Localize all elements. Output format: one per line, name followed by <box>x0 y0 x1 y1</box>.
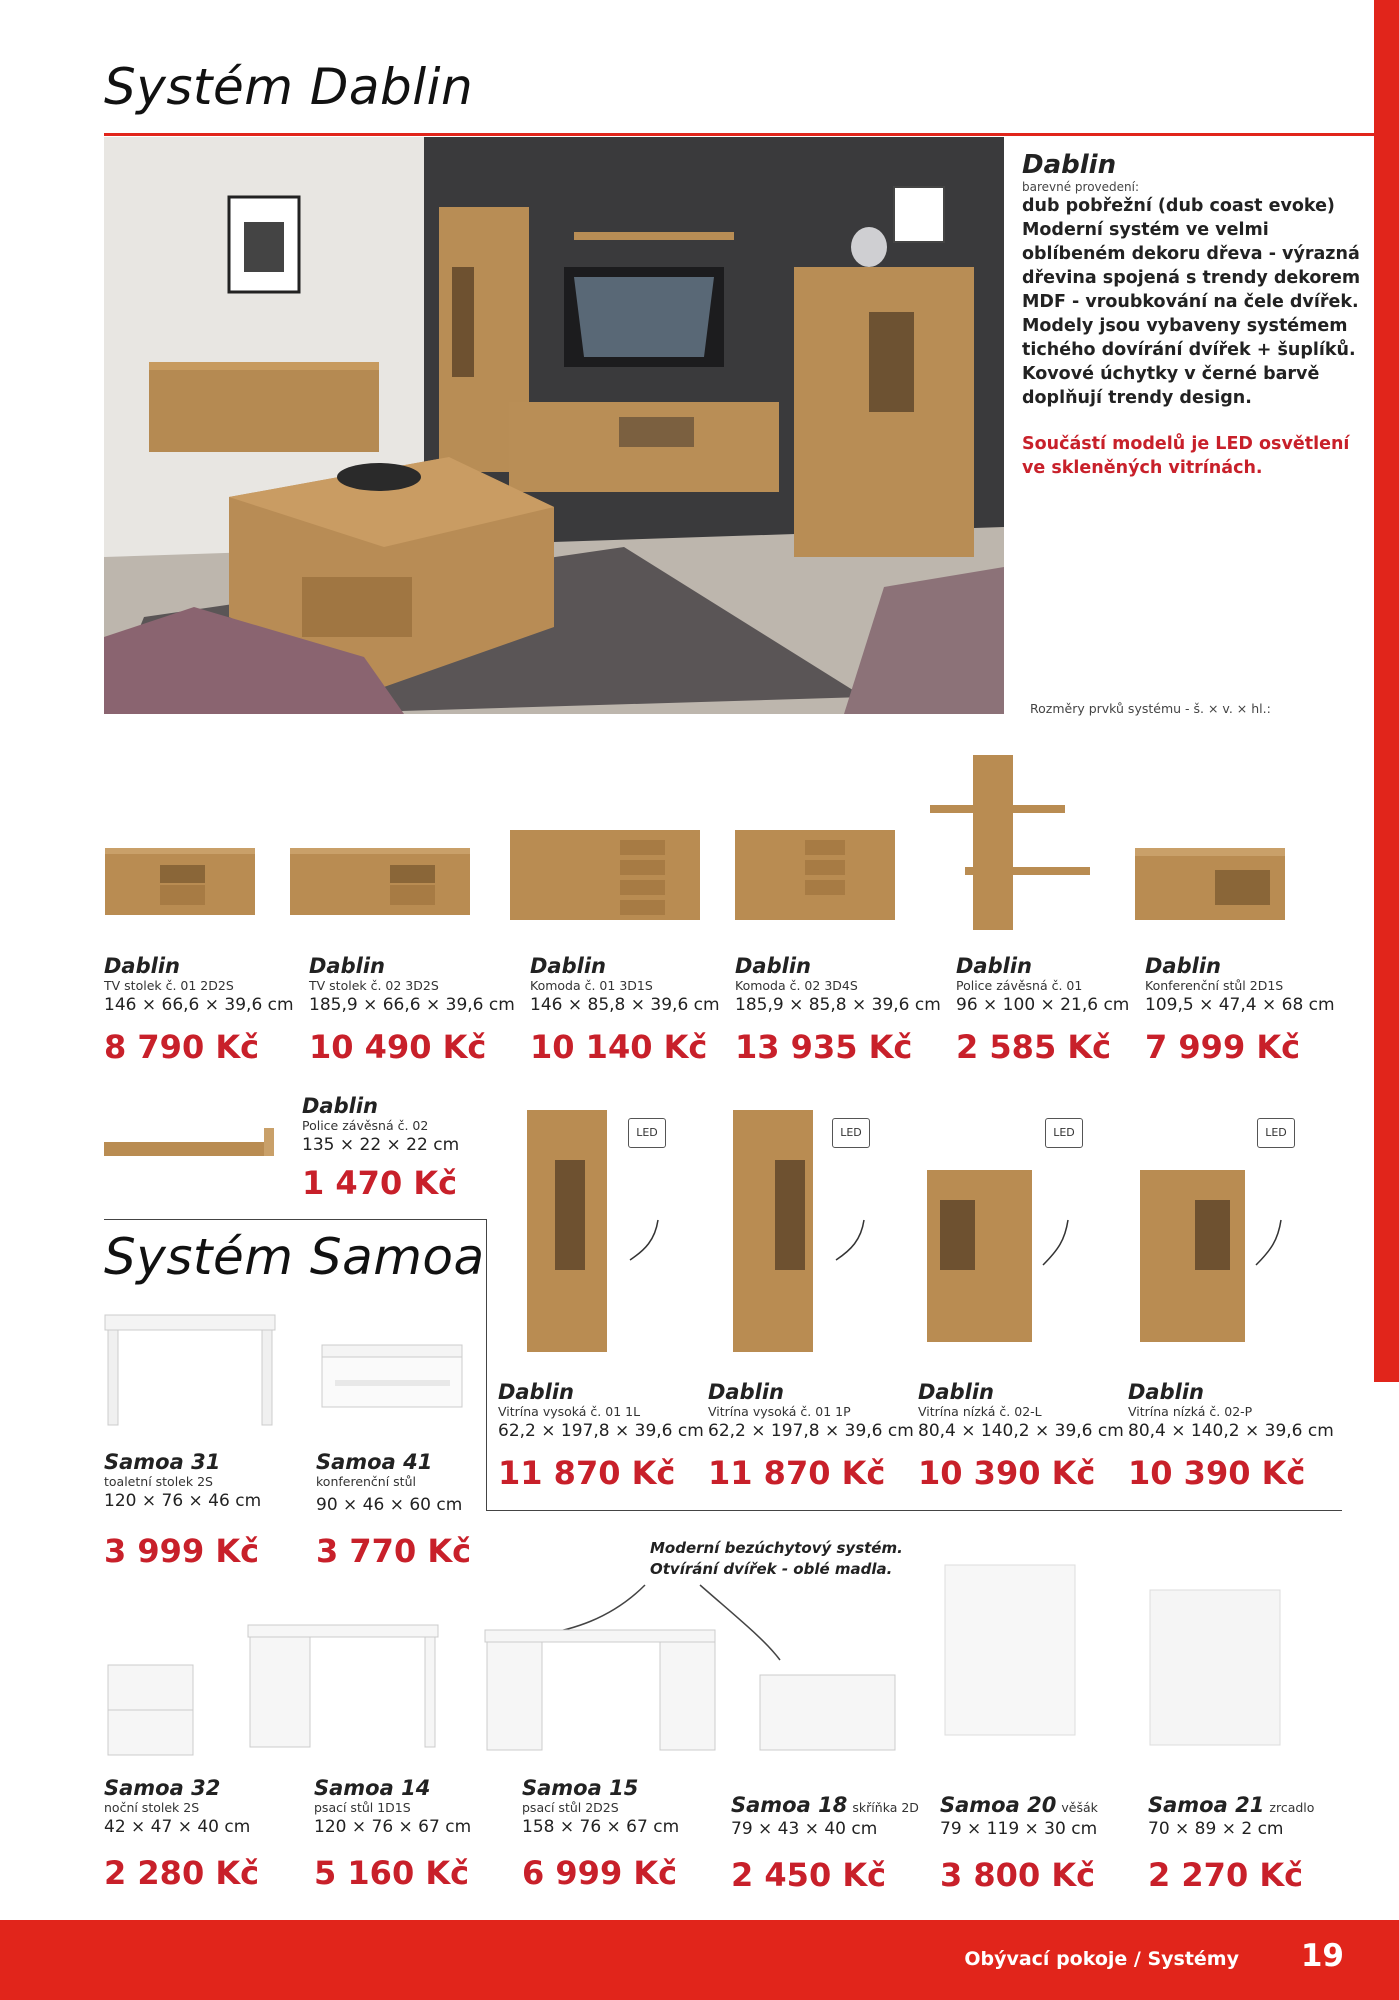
tv-stand-01-image <box>105 848 255 915</box>
product-name: Dablin <box>708 1380 784 1404</box>
vitrine-tall-01-image <box>527 1110 607 1352</box>
product-hanging-shelf-01 <box>956 954 1129 1067</box>
samoa-row2-images <box>100 1560 1300 1760</box>
desc-line: Moderní systém ve velmi <box>1022 220 1269 240</box>
footer-section-label: Obývací pokoje / Systémy <box>964 1948 1239 1970</box>
product-price: 3 999 Kč <box>104 1532 260 1570</box>
product-desc: věšák <box>1061 1800 1098 1815</box>
led-arrow <box>1256 1220 1281 1265</box>
product-price: 2 450 Kč <box>731 1856 887 1894</box>
desc-line: dřevina spojená s trendy dekorem <box>1022 268 1361 288</box>
product-price: 13 935 Kč <box>735 1028 913 1066</box>
product-dims: 158 × 76 × 67 cm <box>522 1817 680 1837</box>
product-price: 2 270 Kč <box>1148 1856 1304 1894</box>
product-samoa-15 <box>522 1776 679 1893</box>
product-desc: skříňka 2D <box>852 1800 919 1815</box>
product-desc: psací stůl 2D2S <box>522 1800 619 1815</box>
product-name: Samoa 15 <box>522 1776 639 1800</box>
desc-line: dub pobřežní (dub coast evoke) <box>1022 196 1335 216</box>
coffee-table-image <box>1135 848 1285 920</box>
samoa-frame-top <box>104 1219 486 1220</box>
product-desc: TV stolek č. 01 2D2S <box>104 978 234 993</box>
product-dims: 62,2 × 197,8 × 39,6 cm <box>708 1421 914 1441</box>
led-note-line: Součástí modelů je LED osvětlení <box>1022 434 1350 454</box>
samoa-row1-images <box>100 1300 470 1430</box>
product-dims: 96 × 100 × 21,6 cm <box>956 995 1130 1015</box>
product-price: 11 870 Kč <box>708 1454 886 1492</box>
product-name: Samoa 18 <box>731 1793 848 1817</box>
dablin-description <box>1022 150 1362 480</box>
coat-rack-image <box>945 1565 1075 1735</box>
product-dims: 62,2 × 197,8 × 39,6 cm <box>498 1421 704 1441</box>
product-dims: 185,9 × 85,8 × 39,6 cm <box>735 995 941 1015</box>
product-desc: Komoda č. 01 3D1S <box>530 978 653 993</box>
product-name: Samoa 21 <box>1148 1793 1265 1817</box>
product-name: Samoa 20 <box>940 1793 1057 1817</box>
desc-line: Modely jsou vybaveny systémem <box>1022 316 1348 336</box>
page-number: 19 <box>1300 1938 1344 1974</box>
vanity-table-image <box>105 1315 275 1425</box>
desc-line: Kovové úchytky v černé barvě <box>1022 364 1320 384</box>
product-desc: Police závěsná č. 02 <box>302 1118 429 1133</box>
product-name: Dablin <box>498 1380 574 1404</box>
section-title-dablin: Systém Dablin <box>104 58 474 116</box>
product-tv-stand-02 <box>309 954 515 1067</box>
product-name: Dablin <box>1128 1380 1204 1404</box>
hero-room-photo <box>104 137 1004 714</box>
product-price: 10 490 Kč <box>309 1028 487 1066</box>
desc-name: Dablin <box>1022 150 1117 180</box>
product-price: 10 140 Kč <box>530 1028 708 1066</box>
product-price: 11 870 Kč <box>498 1454 676 1492</box>
product-coffee-table <box>1145 954 1335 1067</box>
product-price: 1 470 Kč <box>302 1164 458 1202</box>
product-vitrine-low-02-l <box>918 1380 1124 1493</box>
led-badge: LED <box>628 1118 666 1148</box>
product-price: 6 999 Kč <box>522 1854 678 1892</box>
product-desc: Vitrína vysoká č. 01 1P <box>708 1404 851 1419</box>
product-vitrine-tall-01-l <box>498 1380 704 1493</box>
product-samoa-31 <box>104 1450 261 1571</box>
desc-line: MDF - vroubkování na čele dvířek. <box>1022 292 1359 312</box>
product-desc: noční stolek 2S <box>104 1800 200 1815</box>
product-samoa-41 <box>316 1450 471 1571</box>
product-name: Samoa 41 <box>316 1450 433 1474</box>
desk-15-image <box>485 1630 715 1750</box>
product-price: 3 800 Kč <box>940 1856 1096 1894</box>
coffee-table-samoa-image <box>322 1345 462 1407</box>
product-desc: psací stůl 1D1S <box>314 1800 411 1815</box>
hanging-shelf-01-image <box>930 755 1090 930</box>
product-price: 2 280 Kč <box>104 1854 260 1892</box>
page-footer <box>0 1920 1399 2000</box>
product-name: Dablin <box>104 954 180 978</box>
product-dresser-02 <box>735 954 941 1067</box>
nightstand-image <box>108 1665 193 1755</box>
product-desc: Vitrína nízká č. 02-P <box>1128 1404 1253 1419</box>
led-badge: LED <box>832 1118 870 1148</box>
led-note-line: ve skleněných vitrínách. <box>1022 458 1263 478</box>
product-samoa-20 <box>940 1793 1098 1895</box>
product-dims: 90 × 46 × 60 cm <box>316 1495 463 1515</box>
product-dims: 109,5 × 47,4 × 68 cm <box>1145 995 1335 1015</box>
product-dims: 120 × 76 × 46 cm <box>104 1491 262 1511</box>
note-line: Otvírání dvířek - oblé madla. <box>650 1560 893 1578</box>
product-price: 3 770 Kč <box>316 1532 472 1570</box>
product-price: 7 999 Kč <box>1145 1028 1301 1066</box>
dablin-row1-images <box>100 740 1330 940</box>
hanging-shelf-02-image <box>104 1120 284 1165</box>
product-desc: TV stolek č. 02 3D2S <box>309 978 439 993</box>
product-name: Samoa 31 <box>104 1450 221 1474</box>
vitrine-frame-bottom <box>486 1510 1342 1511</box>
note-arrow <box>540 1585 645 1635</box>
led-arrow <box>1043 1220 1068 1265</box>
led-arrow <box>836 1220 864 1260</box>
dresser-02-image <box>735 830 895 920</box>
product-price: 10 390 Kč <box>1128 1454 1306 1492</box>
note-line: Moderní bezúchytový systém. <box>650 1539 903 1557</box>
product-name: Dablin <box>956 954 1032 978</box>
led-badge: LED <box>1045 1118 1083 1148</box>
desc-line: doplňují trendy design. <box>1022 388 1252 408</box>
led-arrow <box>630 1220 658 1260</box>
vitrine-low-01-image <box>927 1170 1032 1342</box>
product-dims: 120 × 76 × 67 cm <box>314 1817 472 1837</box>
product-dims: 146 × 85,8 × 39,6 cm <box>530 995 720 1015</box>
product-name: Dablin <box>1145 954 1221 978</box>
title-rule <box>104 133 1374 136</box>
product-desc: Komoda č. 02 3D4S <box>735 978 858 993</box>
cabinet-18-image <box>760 1675 895 1750</box>
product-samoa-14 <box>314 1776 471 1893</box>
product-desc: Konferenční stůl 2D1S <box>1145 978 1284 993</box>
tv-stand-02-image <box>290 848 470 915</box>
product-desc: toaletní stolek 2S <box>104 1474 213 1489</box>
product-tv-stand-01 <box>104 954 294 1067</box>
desc-finish-label: barevné provedení: <box>1022 180 1140 194</box>
product-dims: 79 × 119 × 30 cm <box>940 1819 1098 1839</box>
vitrine-low-02-image <box>1140 1170 1245 1342</box>
product-name: Dablin <box>302 1094 378 1118</box>
samoa-frame-side <box>486 1219 487 1510</box>
product-hanging-shelf-02 <box>302 1094 459 1203</box>
product-name: Dablin <box>918 1380 994 1404</box>
product-price: 2 585 Kč <box>956 1028 1112 1066</box>
product-dims: 70 × 89 × 2 cm <box>1148 1819 1284 1839</box>
product-dims: 185,9 × 66,6 × 39,6 cm <box>309 995 515 1015</box>
product-vitrine-tall-01-p <box>708 1380 914 1493</box>
led-badge: LED <box>1257 1118 1295 1148</box>
product-name: Dablin <box>530 954 606 978</box>
product-dims: 146 × 66,6 × 39,6 cm <box>104 995 294 1015</box>
product-desc: Vitrína nízká č. 02-L <box>918 1404 1042 1419</box>
product-desc: konferenční stůl <box>316 1474 416 1489</box>
product-dims: 135 × 22 × 22 cm <box>302 1135 460 1155</box>
product-price: 5 160 Kč <box>314 1854 470 1892</box>
desc-line: oblíbeném dekoru dřeva - výrazná <box>1022 244 1360 264</box>
dimensions-note: Rozměry prvků systému - š. × v. × hl.: <box>1030 701 1271 716</box>
product-samoa-21 <box>1148 1793 1314 1895</box>
product-name: Dablin <box>309 954 385 978</box>
mirror-image <box>1150 1590 1280 1745</box>
product-price: 8 790 Kč <box>104 1028 260 1066</box>
side-accent-bar <box>1374 0 1399 1382</box>
product-samoa-18 <box>731 1793 919 1895</box>
dresser-01-image <box>510 830 700 920</box>
vitrine-tall-02-image <box>733 1110 813 1352</box>
product-samoa-32 <box>104 1776 259 1893</box>
section-title-samoa: Systém Samoa <box>104 1228 485 1286</box>
product-desc: Vitrína vysoká č. 01 1L <box>498 1404 641 1419</box>
product-desc: zrcadlo <box>1269 1800 1315 1815</box>
product-price: 10 390 Kč <box>918 1454 1096 1492</box>
product-dims: 42 × 47 × 40 cm <box>104 1817 251 1837</box>
product-dresser-01 <box>530 954 720 1067</box>
product-name: Samoa 32 <box>104 1776 221 1800</box>
desk-14-image <box>248 1625 438 1747</box>
product-desc: Police závěsná č. 01 <box>956 978 1083 993</box>
product-name: Dablin <box>735 954 811 978</box>
product-dims: 80,4 × 140,2 × 39,6 cm <box>918 1421 1124 1441</box>
product-dims: 79 × 43 × 40 cm <box>731 1819 878 1839</box>
product-name: Samoa 14 <box>314 1776 431 1800</box>
product-dims: 80,4 × 140,2 × 39,6 cm <box>1128 1421 1334 1441</box>
desc-line: tichého dovírání dvířek + šuplíků. <box>1022 340 1356 360</box>
product-vitrine-low-02-p <box>1128 1380 1334 1493</box>
